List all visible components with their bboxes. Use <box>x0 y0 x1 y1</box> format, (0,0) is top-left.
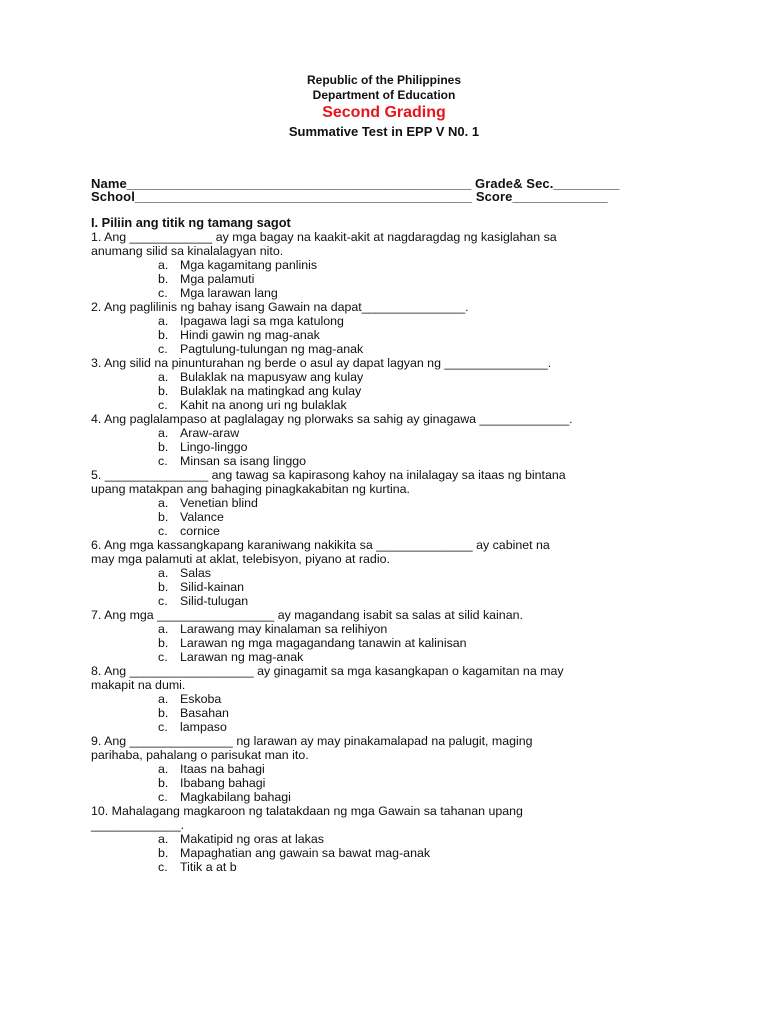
option-letter: a. <box>158 258 169 272</box>
option-text: Mga larawan lang <box>180 286 278 300</box>
option-letter: a. <box>158 496 169 510</box>
option-list <box>91 496 691 538</box>
question-item <box>91 300 691 356</box>
option-letter: a. <box>158 832 169 846</box>
answer-option <box>91 580 691 594</box>
answer-option <box>91 594 691 608</box>
question-text: 4. Ang paglalampaso at paglalagay ng plorwaks sa sahig ay ginagawa _____________. <box>91 412 573 426</box>
question-item <box>91 230 691 300</box>
question-text: 6. Ang mga kassangkapang karaniwang nakikita sa ______________ ay cabinet na <box>91 538 550 552</box>
option-list <box>91 258 691 300</box>
option-list <box>91 692 691 734</box>
answer-option <box>91 860 691 874</box>
option-text: Mapaghatian ang gawain sa bawat mag-anak <box>180 846 431 860</box>
question-list <box>91 230 691 874</box>
option-list <box>91 426 691 468</box>
republic-heading: Republic of the Philippines <box>306 73 461 87</box>
option-text: Magkabilang bahagi <box>180 790 291 804</box>
answer-option <box>91 622 691 636</box>
option-text: Valance <box>180 510 224 524</box>
answer-option <box>91 832 691 846</box>
answer-option <box>91 440 691 454</box>
option-letter: b. <box>158 636 169 650</box>
option-letter: b. <box>158 706 169 720</box>
option-text: Pagtulung-tulungan ng mag-anak <box>180 342 364 356</box>
option-text: Titik a at b <box>180 860 237 874</box>
question-text: upang matakpan ang bahaging pinagkakabitan ng kurtina. <box>91 482 410 496</box>
option-letter: a. <box>158 762 169 776</box>
option-list <box>91 314 691 356</box>
option-text: Hindi gawin ng mag-anak <box>180 328 320 342</box>
option-text: Makatipid ng oras at lakas <box>180 832 324 846</box>
answer-option <box>91 314 691 328</box>
question-item <box>91 356 691 412</box>
answer-option <box>91 398 691 412</box>
option-letter: c. <box>158 594 168 608</box>
question-item <box>91 804 691 874</box>
option-letter: b. <box>158 776 169 790</box>
option-letter: c. <box>158 790 168 804</box>
option-letter: b. <box>158 272 169 286</box>
answer-option <box>91 706 691 720</box>
option-letter: c. <box>158 398 168 412</box>
option-text: Silid-kainan <box>180 580 245 594</box>
question-item <box>91 608 691 664</box>
option-list <box>91 832 691 874</box>
test-title: Summative Test in EPP V N0. 1 <box>288 124 480 139</box>
option-list <box>91 622 691 664</box>
question-item <box>91 538 691 608</box>
option-text: Itaas na bahagi <box>180 762 265 776</box>
option-letter: c. <box>158 286 168 300</box>
option-letter: c. <box>158 860 168 874</box>
option-letter: a. <box>158 566 169 580</box>
option-text: Kahit na anong uri ng bulaklak <box>180 398 347 412</box>
answer-option <box>91 636 691 650</box>
option-text: cornice <box>180 524 220 538</box>
school-score-line: School______________________________________________ Score_____________ <box>91 189 608 204</box>
answer-option <box>91 496 691 510</box>
option-text: Larawan ng mag-anak <box>180 650 304 664</box>
option-letter: a. <box>158 370 169 384</box>
option-text: Larawan ng mga magagandang tanawin at kalinisan <box>180 636 467 650</box>
option-letter: b. <box>158 510 169 524</box>
option-letter: b. <box>158 384 169 398</box>
option-list <box>91 370 691 412</box>
question-text: 7. Ang mga _________________ ay magandang isabit sa salas at silid kainan. <box>91 608 523 622</box>
answer-option <box>91 342 691 356</box>
option-list <box>91 762 691 804</box>
name-grade-line: Name_______________________________________________ Grade& Sec._________ <box>91 176 620 191</box>
option-list <box>91 566 691 608</box>
question-text: 8. Ang __________________ ay ginagamit sa mga kasangkapan o kagamitan na may <box>91 664 564 678</box>
answer-option <box>91 776 691 790</box>
option-letter: a. <box>158 314 169 328</box>
answer-option <box>91 510 691 524</box>
option-letter: c. <box>158 454 168 468</box>
answer-option <box>91 454 691 468</box>
question-text: _____________. <box>91 818 185 832</box>
answer-option <box>91 566 691 580</box>
option-letter: a. <box>158 622 169 636</box>
answer-option <box>91 272 691 286</box>
department-heading: Department of Education <box>312 88 456 102</box>
question-text: makapit na dumi. <box>91 678 186 692</box>
option-text: Larawang may kinalaman sa relihiyon <box>180 622 388 636</box>
answer-option <box>91 524 691 538</box>
option-letter: c. <box>158 524 168 538</box>
answer-option <box>91 286 691 300</box>
section-title: I. Piliin ang titik ng tamang sagot <box>91 215 291 230</box>
answer-option <box>91 650 691 664</box>
option-text: Bulaklak na matingkad ang kulay <box>180 384 362 398</box>
answer-option <box>91 762 691 776</box>
option-text: Araw-araw <box>180 426 240 440</box>
answer-option <box>91 370 691 384</box>
option-text: Silid-tulugan <box>180 594 249 608</box>
question-item <box>91 412 691 468</box>
option-letter: c. <box>158 342 168 356</box>
option-text: lampaso <box>180 720 227 734</box>
grading-heading: Second Grading <box>322 104 446 121</box>
option-text: Basahan <box>180 706 229 720</box>
question-item <box>91 468 691 538</box>
option-text: Salas <box>180 566 211 580</box>
option-text: Venetian blind <box>180 496 258 510</box>
answer-option <box>91 384 691 398</box>
option-text: Mga kagamitang panlinis <box>180 258 318 272</box>
option-text: Ibabang bahagi <box>180 776 266 790</box>
answer-option <box>91 692 691 706</box>
answer-option <box>91 846 691 860</box>
option-letter: b. <box>158 846 169 860</box>
option-text: Mga palamuti <box>180 272 255 286</box>
question-text: may mga palamuti at aklat, telebisyon, piyano at radio. <box>91 552 390 566</box>
question-item <box>91 664 691 734</box>
answer-option <box>91 328 691 342</box>
answer-option <box>91 258 691 272</box>
question-text: 3. Ang silid na pinunturahan ng berde o asul ay dapat lagyan ng _______________. <box>91 356 552 370</box>
option-letter: b. <box>158 440 169 454</box>
answer-option <box>91 426 691 440</box>
option-letter: b. <box>158 328 169 342</box>
option-text: Ipagawa lagi sa mga katulong <box>180 314 344 328</box>
option-letter: c. <box>158 650 168 664</box>
question-text: 2. Ang paglilinis ng bahay isang Gawain na dapat_______________. <box>91 300 469 314</box>
option-letter: c. <box>158 720 168 734</box>
question-item <box>91 734 691 804</box>
question-text: 1. Ang ____________ ay mga bagay na kaakit-akit at nagdaragdag ng kasiglahan sa <box>91 230 557 244</box>
question-text: parihaba, pahalang o parisukat man ito. <box>91 748 309 762</box>
answer-option <box>91 720 691 734</box>
option-text: Lingo-linggo <box>180 440 248 454</box>
question-text: anumang silid sa kinalalagyan nito. <box>91 244 284 258</box>
option-text: Minsan sa isang linggo <box>180 454 307 468</box>
question-text: 9. Ang _______________ ng larawan ay may pinakamalapad na palugit, maging <box>91 734 533 748</box>
option-letter: a. <box>158 692 169 706</box>
option-letter: b. <box>158 580 169 594</box>
question-text: 10. Mahalagang magkaroon ng talatakdaan ng mga Gawain sa tahanan upang <box>91 804 523 818</box>
test-content <box>91 216 691 874</box>
option-text: Eskoba <box>180 692 222 706</box>
option-text: Bulaklak na mapusyaw ang kulay <box>180 370 364 384</box>
question-text: 5. _______________ ang tawag sa kapirasong kahoy na inilalagay sa itaas ng bintana <box>91 468 566 482</box>
option-letter: a. <box>158 426 169 440</box>
answer-option <box>91 790 691 804</box>
